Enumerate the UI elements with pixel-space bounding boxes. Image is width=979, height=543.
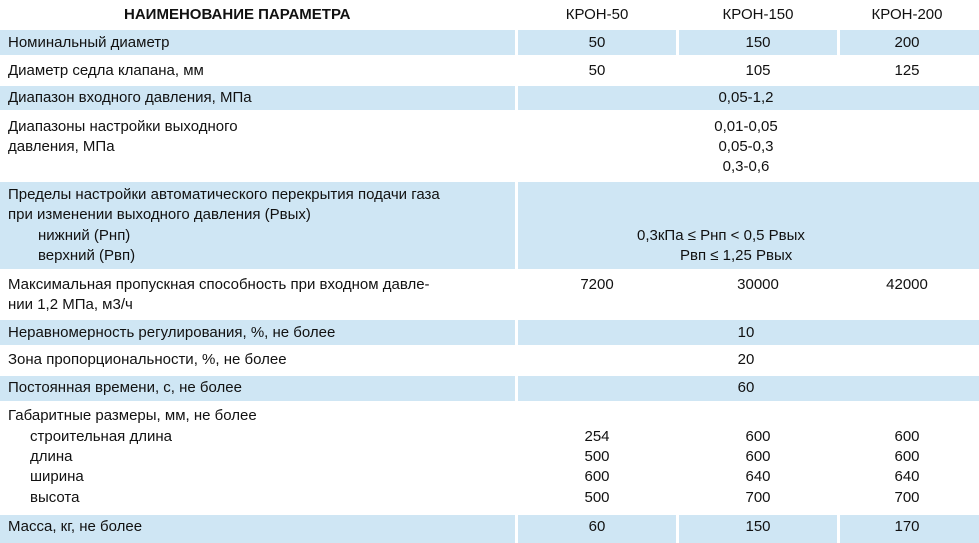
table-row-mass	[0, 515, 979, 543]
table-row-seat-diameter	[0, 57, 979, 84]
value-kron-50: 50	[588, 62, 606, 79]
value-kron-200: 640	[894, 468, 920, 485]
table-row-max-capacity	[0, 271, 979, 318]
value-kron-200: 170	[894, 518, 920, 535]
value-range-1: 0,01-0,05	[714, 118, 778, 135]
table-row-dimensions	[0, 403, 979, 513]
value-all: 20	[737, 351, 755, 368]
value-all: 0,05-1,2	[718, 89, 774, 106]
value-kron-150: 640	[745, 468, 771, 485]
value-kron-150: 150	[745, 34, 771, 51]
value-kron-150: 105	[745, 62, 771, 79]
row-label-line-2: давления, МПа	[8, 138, 115, 155]
value-kron-200: 42000	[886, 276, 928, 293]
row-label-line-2: при изменении выходного давления (Рвых)	[8, 206, 311, 223]
table-header	[0, 0, 979, 28]
table-row-time-constant	[0, 376, 979, 401]
row-label: Зона пропорциональности, %, не более	[8, 351, 287, 368]
value-range-2: 0,05-0,3	[718, 138, 774, 155]
value-kron-50: 60	[588, 518, 606, 535]
row-label-lower: нижний (Рнп)	[38, 227, 131, 244]
table-row-outlet-pressure	[0, 112, 979, 180]
value-kron-50: 500	[584, 489, 610, 506]
header-param: НАИМЕНОВАНИЕ ПАРАМЕТРА	[124, 6, 351, 23]
header-kron-200: КРОН-200	[871, 6, 943, 23]
sub-label: ширина	[30, 468, 84, 485]
row-label: Постоянная времени, с, не более	[8, 379, 242, 396]
value-kron-50: 50	[588, 34, 606, 51]
row-label-line-1: Максимальная пропускная способность при входном давле-	[8, 276, 430, 293]
table-row-proportional-zone	[0, 347, 979, 374]
value-kron-200: 600	[894, 428, 920, 445]
row-label: Габаритные размеры, мм, не более	[8, 407, 257, 424]
row-label: Диаметр седла клапана, мм	[8, 62, 204, 79]
value-kron-150: 700	[745, 489, 771, 506]
sub-label: длина	[30, 448, 73, 465]
row-label-line-1: Пределы настройки автоматического перекрытия подачи газа	[8, 186, 440, 203]
value-kron-150: 150	[745, 518, 771, 535]
value-kron-150: 30000	[737, 276, 779, 293]
table-row-nonuniformity	[0, 320, 979, 345]
value-kron-50: 254	[584, 428, 610, 445]
value-kron-50: 7200	[580, 276, 614, 293]
row-label: Диапазон входного давления, МПа	[8, 89, 252, 106]
value-kron-200: 200	[894, 34, 920, 51]
table-row-nominal-diameter	[0, 30, 979, 55]
row-label: Номинальный диаметр	[8, 34, 170, 51]
value-all: 60	[737, 379, 755, 396]
value-kron-200: 600	[894, 448, 920, 465]
row-label-line-1: Диапазоны настройки выходного	[8, 118, 238, 135]
table-row-shutoff-limits	[0, 182, 979, 269]
value-all: 10	[737, 324, 755, 341]
value-kron-200: 125	[894, 62, 920, 79]
value-kron-200: 700	[894, 489, 920, 506]
value-upper-limit: Рвп ≤ 1,25 Рвых	[680, 247, 793, 264]
value-range-3: 0,3-0,6	[722, 158, 770, 175]
header-kron-50: КРОН-50	[565, 6, 629, 23]
value-lower-limit: 0,3кПа ≤ Рнп < 0,5 Рвых	[637, 227, 805, 244]
row-label-upper: верхний (Рвп)	[38, 247, 136, 264]
sub-label: строительная длина	[30, 428, 172, 445]
header-kron-150: КРОН-150	[722, 6, 794, 23]
value-kron-50: 500	[584, 448, 610, 465]
row-label: Неравномерность регулирования, %, не более	[8, 324, 336, 341]
sub-label: высота	[30, 489, 80, 506]
value-kron-150: 600	[745, 428, 771, 445]
value-kron-150: 600	[745, 448, 771, 465]
value-kron-50: 600	[584, 468, 610, 485]
row-label-line-2: нии 1,2 МПа, м3/ч	[8, 296, 133, 313]
table-row-inlet-pressure	[0, 86, 979, 110]
row-label: Масса, кг, не более	[8, 518, 143, 535]
